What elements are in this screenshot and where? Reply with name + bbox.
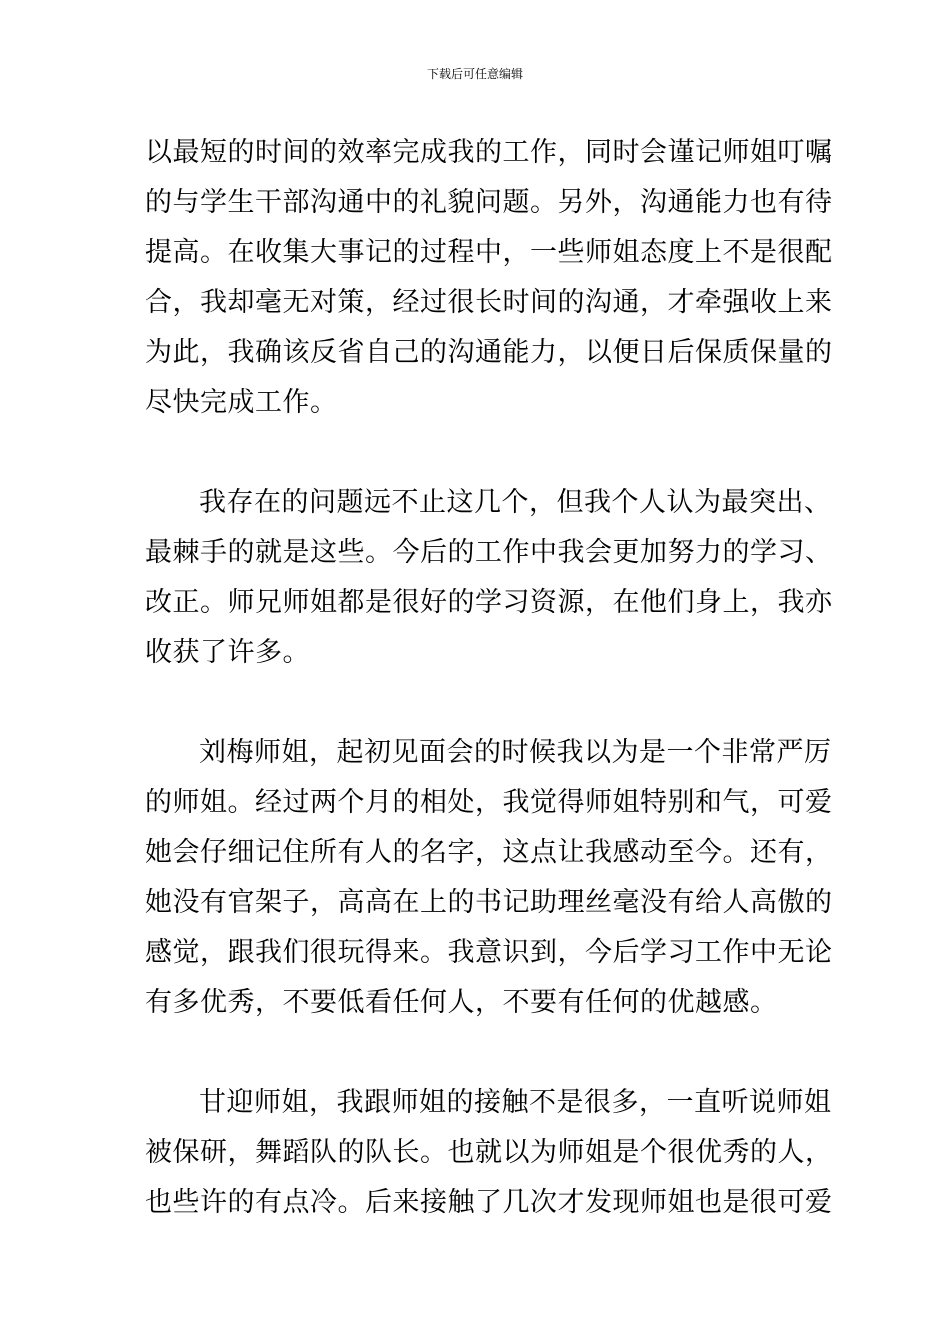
text-line: 她没有官架子，高高在上的书记助理丝毫没有给人高傲的 [145,887,833,918]
text-line: 感觉，跟我们很玩得来。我意识到，今后学习工作中无论 [145,937,833,968]
text-line: 的师姐。经过两个月的相处，我觉得师姐特别和气，可爱 [145,787,833,818]
text-line: 以最短的时间的效率完成我的工作，同时会谨记师姐叮嘱 [145,137,833,168]
paragraph [145,1078,833,1228]
text-line: 改正。师兄师姐都是很好的学习资源，在他们身上，我亦 [145,587,833,618]
text-line: 甘迎师姐，我跟师姐的接触不是很多，一直听说师姐 [199,1087,832,1118]
text-line: 提高。在收集大事记的过程中，一些师姐态度上不是很配 [145,237,833,268]
text-line: 合，我却毫无对策，经过很长时间的沟通，才牵强收上来 [145,287,833,318]
text-line: 被保研，舞蹈队的队长。也就以为师姐是个很优秀的人， [145,1137,833,1168]
text-line: 收获了许多。 [145,637,310,668]
paragraph [145,128,833,428]
document-body [145,128,833,1228]
text-line: 的与学生干部沟通中的礼貌问题。另外，沟通能力也有待 [145,187,833,218]
text-line: 也些许的有点冷。后来接触了几次才发现师姐也是很可爱 [145,1187,833,1218]
text-line: 刘梅师姐，起初见面会的时候我以为是一个非常严厉 [199,737,832,768]
text-line: 为此，我确该反省自己的沟通能力，以便日后保质保量的 [145,337,833,368]
paragraph [145,728,833,1028]
text-line: 最棘手的就是这些。今后的工作中我会更加努力的学习、 [145,537,833,568]
text-line: 尽快完成工作。 [145,387,338,418]
text-line: 我存在的问题远不止这几个，但我个人认为最突出、 [199,487,832,518]
paragraph [145,478,833,678]
text-line: 有多优秀，不要低看任何人，不要有任何的优越感。 [145,987,778,1018]
text-line: 她会仔细记住所有人的名字，这点让我感动至今。还有， [145,837,833,868]
header-note: 下载后可任意编辑 [426,67,523,81]
